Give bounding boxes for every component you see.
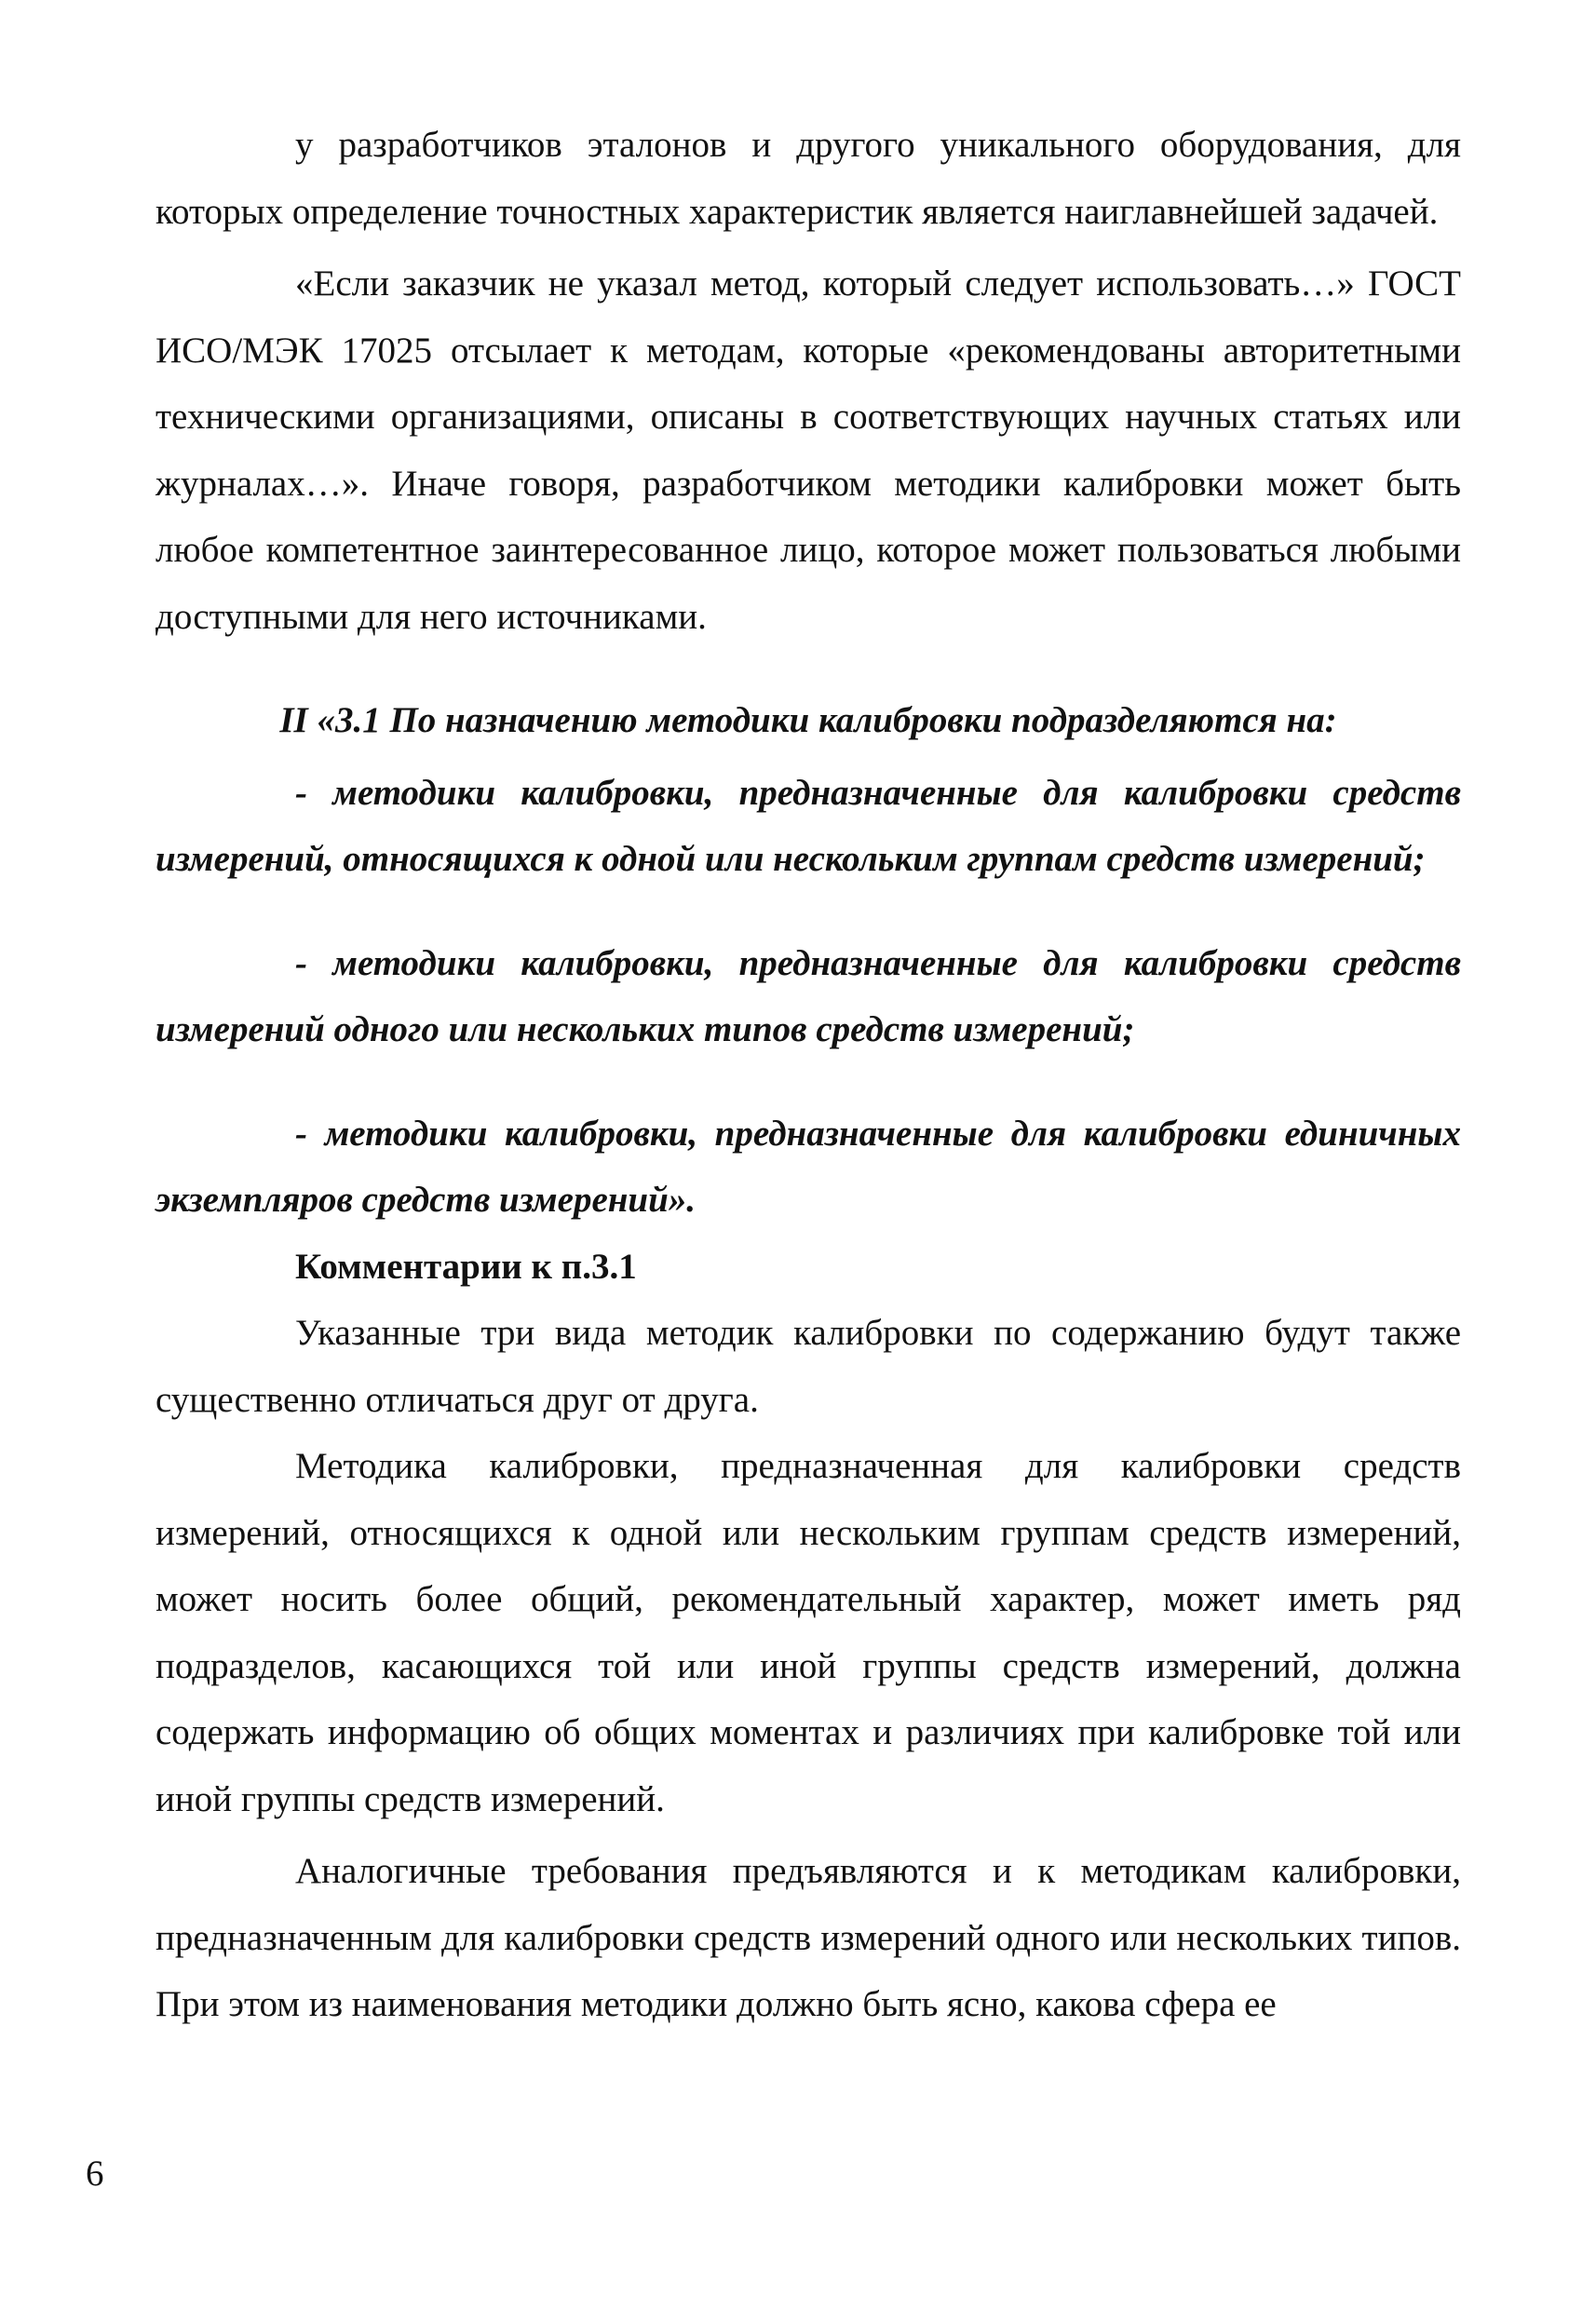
clause-item-groups: - методики калибровки, предназначенные для калибровки средств измерений, относящихся к одной или нескольким группам средств измерений; — [156, 772, 1461, 879]
clause-title: II «3.1 По назначению методики калибровки подразделяются на: — [279, 700, 1337, 740]
paragraph-method-sources: «Если заказчик не указал метод, который следует использовать…» ГОСТ ИСО/МЭК 17025 отсылает к методам, которые «рекомендованы авторитетными техническими организациями, описаны в соответствующих научных статьях или журналах…». Иначе говоря, разработчиком методики калибровки может быть любое компетентное заинтересованное лицо, которое может пользоваться любыми доступными для него источниками. — [156, 263, 1461, 637]
page-number: 6 — [86, 2154, 104, 2194]
clause-item-single-units: - методики калибровки, предназначенные для калибровки единичных экземпляров средств измерений». — [156, 1113, 1461, 1220]
paragraph-continuation: у разработчиков эталонов и другого уникального оборудования, для которых определение точностных характеристик является наиглавнейшей задачей. — [156, 125, 1461, 232]
comments-paragraph-2: Методика калибровки, предназначенная для калибровки средств измерений, относящихся к одной или нескольким группам средств измерений, может носить более общий, рекомендательный характер, может иметь ряд подразделов, касающихся той или иной группы средств измерений, должна содержать информацию об общих моментах и различиях при калибровке той или иной группы средств измерений. — [156, 1446, 1461, 1819]
clause-item-types: - методики калибровки, предназначенные для калибровки средств измерений одного или нескольких типов средств измерений; — [156, 942, 1461, 1049]
comments-heading: Комментарии к п.3.1 — [295, 1246, 637, 1287]
comments-paragraph-3: Аналогичные требования предъявляются и к методикам калибровки, предназначенным для калибровки средств измерений одного или нескольких типов. При этом из наименования методики должно быть ясно, какова сфера ее — [156, 1851, 1461, 2024]
comments-paragraph-1: Указанные три вида методик калибровки по содержанию будут также существенно отличаться друг от друга. — [156, 1313, 1461, 1420]
document-page — [156, 112, 1461, 2038]
